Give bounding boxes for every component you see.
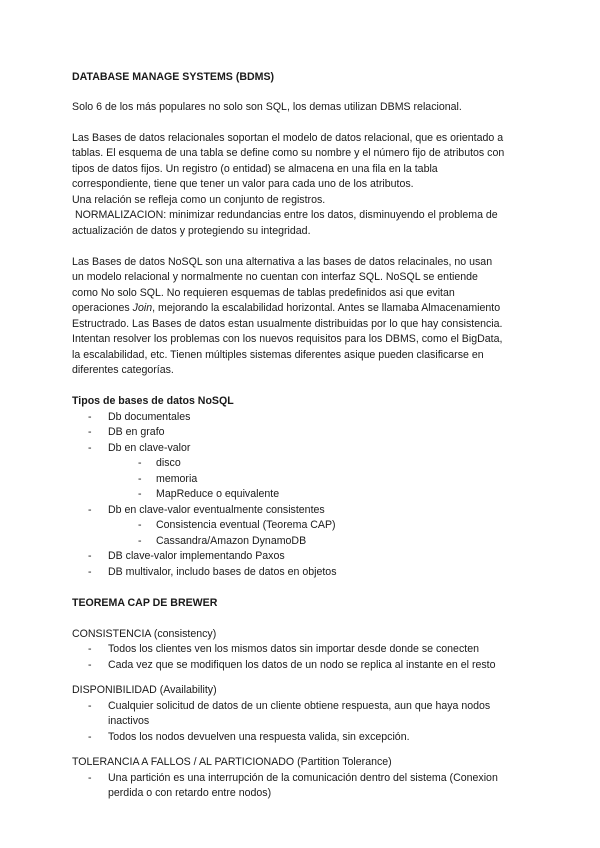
list-item: [72, 730, 532, 746]
paragraph-line: Una relación se refleja como un conjunto de registros.: [72, 193, 326, 206]
sub-list-item: [108, 472, 532, 488]
list-item: [72, 699, 532, 730]
nosql-paragraph: [72, 255, 532, 379]
list-item-text: Consistencia eventual (Teorema CAP): [156, 519, 336, 531]
partition-title: TOLERANCIA A FALLOS / AL PARTICIONADO (Partition Tolerance): [72, 756, 392, 768]
list-item-text: Cada vez que se modifiquen los datos de un nodo se replica al instante en el resto: [108, 658, 496, 671]
list-item: [72, 425, 532, 441]
cap-heading: TEOREMA CAP DE BREWER: [72, 596, 218, 609]
paragraph-line: como No solo SQL. No requieren esquemas de tablas predefinidos asi que evitan: [72, 286, 455, 299]
paragraph-line: actualización de datos y protegiendo su integridad.: [72, 224, 311, 237]
paragraph-line: tablas. El esquema de una tabla se define como su nombre y el número fijo de atributos con: [72, 147, 505, 159]
paragraph-line: la escalabilidad, etc. Tienen múltiples sistemas diferentes asique pueden clasificarse en: [72, 348, 484, 361]
list-item-text: Todos los nodos devuelven una respuesta valida, sin excepción.: [108, 730, 410, 743]
paragraph-line: diferentes categorías.: [72, 364, 174, 376]
list-item: [72, 565, 532, 581]
consistency-list: [72, 642, 532, 673]
list-item-text: disco: [156, 457, 181, 469]
document-title: DATABASE MANAGE SYSTEMS (BDMS): [72, 71, 275, 83]
list-item: [72, 441, 532, 503]
italic-term: Join: [132, 302, 153, 314]
sub-list-item: [108, 534, 532, 550]
list-item: [72, 658, 532, 674]
list-item-text: Db documentales: [108, 410, 191, 423]
paragraph-line: [72, 301, 532, 317]
sub-list-item: [108, 487, 532, 503]
text-run: , mejorando la escalabilidad horizontal. Antes se llamaba Almacenamiento: [152, 302, 501, 314]
consistency-title: CONSISTENCIA (consistency): [72, 627, 217, 640]
list-item-text: Una partición es una interrupción de la comunicación dentro del sistema (Conexion perdida o con retardo entre nodos): [108, 771, 498, 799]
list-item: [72, 503, 532, 550]
list-item-text: Cualquier solicitud de datos de un cliente obtiene respuesta, aun que haya nodos inactivos: [108, 699, 491, 727]
sub-list-item: [108, 456, 532, 472]
list-item-text: DB clave-valor implementando Paxos: [108, 550, 285, 562]
list-item: [72, 771, 532, 802]
sub-list: [108, 456, 532, 503]
availability-list: [72, 699, 532, 746]
nosql-types-list: [72, 410, 532, 581]
document-content: [72, 70, 532, 802]
list-item-text: Db en clave-valor: [108, 441, 191, 454]
paragraph-line: correspondiente, tiene que tener un valor para cada uno de los atributos.: [72, 178, 414, 190]
paragraph-line: Las Bases de datos relacionales soportan el modelo de datos relacional, que es orientado a: [72, 131, 504, 144]
list-item-text: Db en clave-valor eventualmente consistentes: [108, 503, 325, 516]
paragraph-line: tipos de datos fijos. Un registro (o entidad) se almacena en una fila en la tabla: [72, 162, 438, 175]
relational-paragraph: [72, 131, 532, 240]
paragraph-line: Las Bases de datos NoSQL son una alternativa a las bases de datos relacinales, no usan: [72, 255, 493, 268]
paragraph-line: NORMALIZACION: minimizar redundancias entre los datos, disminuyendo el problema de: [72, 209, 498, 221]
list-item-text: Cassandra/Amazon DynamoDB: [156, 534, 307, 547]
list-item-text: Todos los clientes ven los mismos datos sin importar desde donde se conecten: [108, 643, 479, 655]
list-item-text: DB multivalor, includo bases de datos en objetos: [108, 565, 337, 578]
list-item: [72, 549, 532, 565]
list-item-text: memoria: [156, 472, 198, 485]
partition-list: [72, 771, 532, 802]
list-item: [72, 410, 532, 426]
intro-paragraph: Solo 6 de los más populares no solo son SQL, los demas utilizan DBMS relacional.: [72, 100, 462, 113]
list-item-text: MapReduce o equivalente: [156, 488, 280, 500]
text-run: operaciones: [72, 302, 133, 314]
paragraph-line: un modelo relacional y normalmente no cuentan con interfaz SQL. NoSQL se entiende: [72, 271, 478, 283]
list-item-text: DB en grafo: [108, 426, 165, 438]
paragraph-line: Estructrado. Las Bases de datos estan usualmente distribuidas por lo que hay consistencia.: [72, 317, 503, 330]
nosql-types-heading: Tipos de bases de datos NoSQL: [72, 395, 234, 407]
sub-list-item: [108, 518, 532, 534]
paragraph-line: Intentan resolver los problemas con los nuevos requisitos para los DBMS, como el BigData,: [72, 333, 503, 345]
availability-title: DISPONIBILIDAD (Availability): [72, 684, 217, 696]
list-item: [72, 642, 532, 658]
sub-list: [108, 518, 532, 549]
